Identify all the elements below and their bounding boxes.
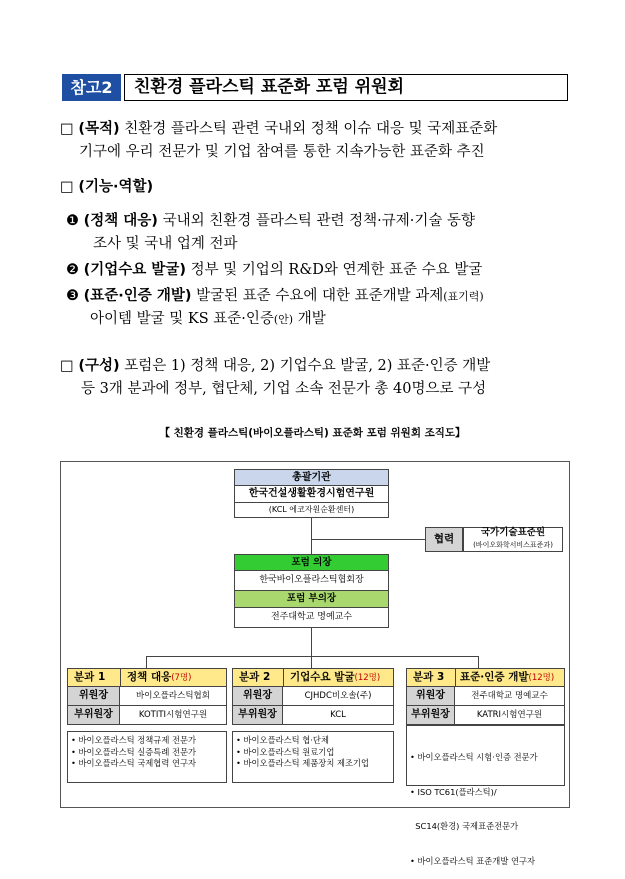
bullet-3-icon: ❸ <box>66 288 79 304</box>
division-3-vice: KATRI시험연구원 <box>476 710 543 720</box>
division-2-vice-row <box>232 706 394 725</box>
division-3-vice-role: 부위원장 <box>407 706 455 724</box>
division-1-name <box>120 669 192 686</box>
coop-tag: 협력 <box>425 527 463 552</box>
structure-line-1 <box>60 355 490 377</box>
vice-chair-name: 전주대학교 명예교수 <box>234 608 389 628</box>
hq-title: 총괄기관 <box>234 469 389 486</box>
purpose-text-1: 친환경 플라스틱 관련 국내외 정책 이슈 대응 및 국제표준화 <box>124 121 498 137</box>
functions-marker: □ <box>60 179 74 195</box>
division-1-chair-row <box>67 687 227 706</box>
purpose-label: (목적) <box>78 121 120 137</box>
division-1-member: • 바이오플라스틱 정책규제 전문가 <box>71 735 197 745</box>
structure-label: (구성) <box>78 358 120 374</box>
division-1-vice-role: 부위원장 <box>68 706 120 724</box>
purpose-line-2: 기구에 우리 전문가 및 기업 참여를 통한 지속가능한 표준화 추진 <box>79 144 485 160</box>
connector-division-3 <box>478 656 479 668</box>
division-3-num: 분과 3 <box>413 671 445 683</box>
function-item-2-text: 정부 및 기업의 R&D와 연계한 표준 수요 발굴 <box>190 262 483 278</box>
division-3-member: • 바이오플라스틱 시험·인증 전문가 <box>410 752 538 762</box>
function-item-1-cont: 조사 및 국내 업계 전파 <box>93 236 238 252</box>
division-3-chair: 전주대학교 명예교수 <box>471 691 548 701</box>
function-item-1-label: (정책 대응) <box>83 213 158 229</box>
division-1-members <box>67 731 227 783</box>
connector-divisions-bar <box>146 656 478 657</box>
chair-name: 한국바이오플라스틱협회장 <box>234 571 389 591</box>
function-item-3-cont-a: 아이템 발굴 및 KS 표준·인증 <box>90 311 274 327</box>
division-3-member: • 바이오플라스틱 표준개발 연구자 <box>410 855 536 866</box>
function-item-2 <box>66 259 482 281</box>
division-3-name-text: 표준·인증 개발 <box>460 671 529 683</box>
division-2-num: 분과 2 <box>239 671 271 683</box>
page-title: 친환경 플라스틱 표준화 포럼 위원회 <box>124 74 568 101</box>
org-chart-caption: 【 친환경 플라스틱(바이오플라스틱) 표준화 포럼 위원회 조직도】 <box>159 427 466 439</box>
division-3-member: SC14(환경) 국제표준전문가 <box>410 821 519 831</box>
division-1-vice: KOTITI시험연구원 <box>138 710 208 720</box>
division-3-members <box>406 725 565 866</box>
connector-division-1 <box>146 656 147 668</box>
division-2-members <box>232 731 394 783</box>
division-2-chair-row <box>232 687 394 706</box>
division-1-count: (7명) <box>171 673 192 683</box>
bullet-2-icon: ❷ <box>66 262 79 278</box>
function-item-1-text: 국내외 친환경 플라스틱 관련 정책·규제·기술 동향 <box>162 213 475 229</box>
function-item-3-cont-b: 개발 <box>293 311 326 327</box>
coop-sub: (바이오화학서비스표준과) <box>473 541 553 549</box>
function-item-1 <box>66 210 475 232</box>
division-1-header <box>67 668 227 687</box>
division-1-vice-row <box>67 706 227 725</box>
functions-heading <box>60 176 153 198</box>
division-3-chair-row <box>406 687 565 706</box>
division-1-member: • 바이오플라스틱 국제협력 연구자 <box>71 758 197 768</box>
division-3-chair-role: 위원장 <box>407 687 455 705</box>
connector-chair-divisions <box>311 628 312 656</box>
division-1-num: 분과 1 <box>74 671 106 683</box>
division-2-chair: CJHDC비오솔(주) <box>304 691 372 701</box>
structure-line-2: 등 3개 분과에 정부, 협단체, 기업 소속 전문가 총 40명으로 구성 <box>81 381 487 397</box>
division-2-count: (12명) <box>354 673 381 683</box>
bullet-1-icon: ❶ <box>66 213 79 229</box>
function-item-3-label: (표준·인증 개발) <box>83 288 192 304</box>
division-2-vice-role: 부위원장 <box>233 706 283 724</box>
division-1-chair-role: 위원장 <box>68 687 120 705</box>
structure-marker: □ <box>60 358 74 374</box>
division-2-member: • 바이오플라스틱 제품장치 제조기업 <box>236 758 370 768</box>
purpose-line-1 <box>60 118 497 140</box>
function-item-3-small: (표기력) <box>443 290 484 303</box>
division-2-chair-role: 위원장 <box>233 687 283 705</box>
division-3-header <box>406 668 565 687</box>
division-1-chair: 바이오플라스틱협회 <box>136 691 210 701</box>
connector-hq-chair <box>311 518 312 554</box>
division-2-header <box>232 668 394 687</box>
structure-text-1: 포럼은 1) 정책 대응, 2) 기업수요 발굴, 2) 표준·인증 개발 <box>124 358 491 374</box>
hq-name: 한국건설생활환경시험연구원 <box>234 486 389 503</box>
function-item-2-label: (기업수요 발굴) <box>83 262 186 278</box>
division-1-member: • 바이오플라스틱 실증특례 전문가 <box>71 746 197 757</box>
division-1-name-text: 정책 대응 <box>127 671 172 683</box>
connector-division-2 <box>311 656 312 668</box>
function-item-3-cont <box>90 308 326 331</box>
function-item-3-text: 발굴된 표준 수요에 대한 표준개발 과제 <box>196 288 444 304</box>
connector-coop <box>311 539 425 540</box>
chair-title: 포럼 의장 <box>234 554 389 571</box>
division-3-count: (12명) <box>528 673 555 683</box>
division-3-member: • ISO TC61(플라스틱)/ <box>410 786 497 797</box>
division-2-name-text: 기업수요 발굴 <box>290 671 355 683</box>
purpose-marker: □ <box>60 121 74 137</box>
division-3-vice-row <box>406 706 565 725</box>
functions-label: (기능·역할) <box>78 179 154 195</box>
division-2-member: • 바이오플라스틱 원료기업 <box>236 746 335 757</box>
reference-tag: 참고2 <box>62 74 121 101</box>
division-2-vice: KCL <box>330 710 346 720</box>
division-2-member: • 바이오플라스틱 협·단체 <box>236 735 329 745</box>
division-3-name <box>455 669 554 686</box>
division-2-name <box>283 669 380 686</box>
function-item-3 <box>66 285 484 308</box>
hq-sub: (KCL 에코자원순환센터) <box>234 503 389 518</box>
vice-chair-title: 포럼 부의장 <box>234 591 389 608</box>
function-item-3-cont-small: (안) <box>273 313 294 326</box>
coop-name: 국가기술표준원 <box>480 527 546 538</box>
